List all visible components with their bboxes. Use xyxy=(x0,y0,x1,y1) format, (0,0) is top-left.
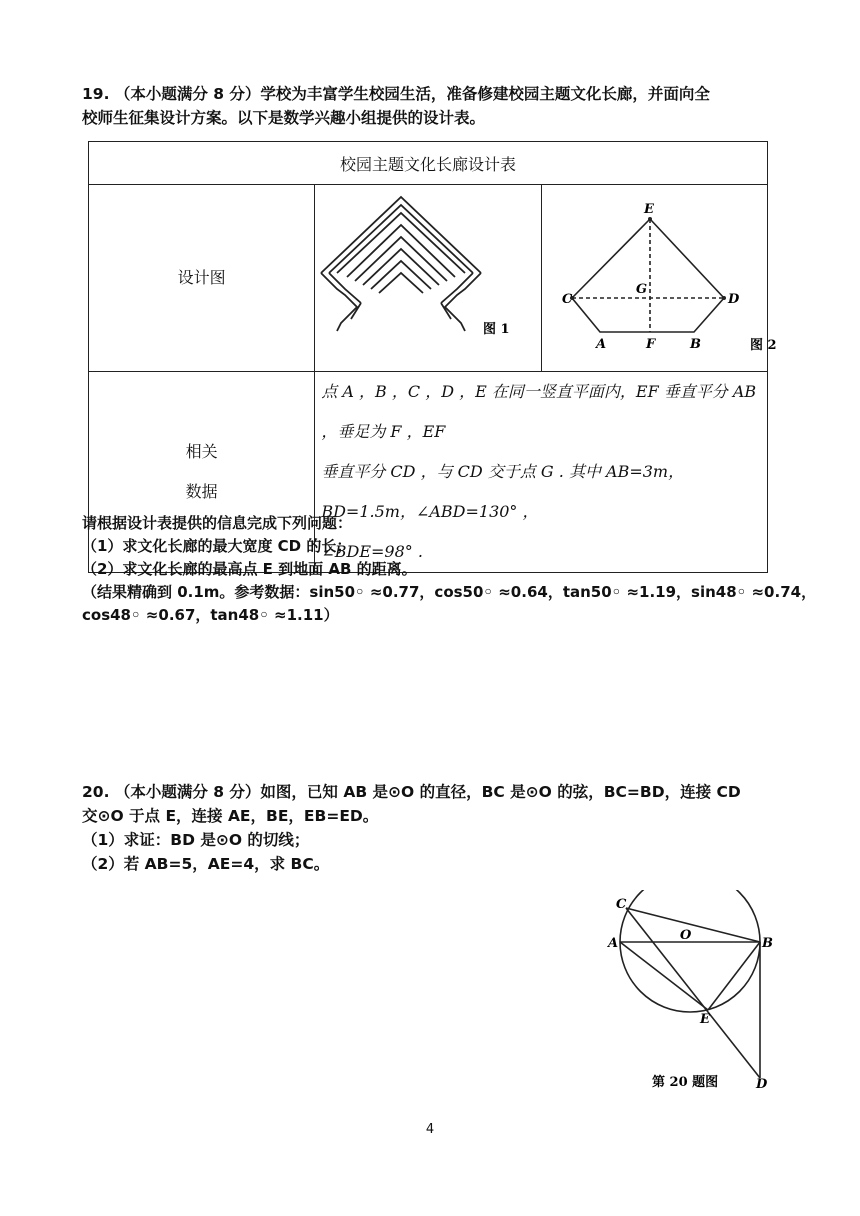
q19-reference-line-2: cos48◦ ≈0.67，tan48◦ ≈1.11） xyxy=(82,606,339,624)
label-c: C xyxy=(561,292,573,307)
figure-2-label: 图 2 xyxy=(749,338,777,353)
corridor-roof-6 xyxy=(363,249,439,285)
corridor-left-base xyxy=(321,273,357,331)
q19-instruction: 请根据设计表提供的信息完成下列问题： xyxy=(82,514,353,532)
q19-part-1: （1）求文化长廊的最大宽度 CD 的长； xyxy=(82,537,352,555)
corridor-roof-7 xyxy=(371,261,431,289)
label-a: A xyxy=(595,337,606,352)
q20-intro-line-2: 交⊙O 于点 E，连接 AE，BE，EB=ED。 xyxy=(82,807,379,825)
q19-intro-line-2: 校师生征集设计方案。以下是数学兴趣小组提供的设计表。 xyxy=(82,109,486,127)
design-row-label: 设计图 xyxy=(89,185,315,372)
segment-cd xyxy=(626,908,760,1078)
corridor-right-base xyxy=(445,273,481,331)
label-e: E xyxy=(643,202,654,217)
question-19-parts xyxy=(82,512,817,627)
label-b: B xyxy=(689,337,701,352)
corridor-roof-3 xyxy=(337,213,465,273)
corridor-left-base-inner xyxy=(329,273,361,303)
design-table-title: 校园主题文化长廊设计表 xyxy=(89,142,768,185)
q19-intro-line-1: 19. （本小题满分 8 分）学校为丰富学生校园生活，准备修建校园主题文化长廊，并面向全 xyxy=(82,85,710,103)
label-a: A xyxy=(608,936,619,951)
label-c: C xyxy=(616,897,627,912)
figure-2-cell xyxy=(541,185,777,372)
q19-reference-line-1: （结果精确到 0.1m。参考数据：sin50◦ ≈0.77，cos50◦ ≈0.64，tan50◦ ≈1.19，sin48◦ ≈0.74， xyxy=(82,583,817,601)
figure-20-caption: 第 20 题图 xyxy=(652,1075,719,1090)
q20-part-2: （2）若 AB=5，AE=4，求 BC。 xyxy=(82,855,330,873)
segment-be xyxy=(708,942,760,1010)
q20-intro-line-1: 20. （本小题满分 8 分）如图，已知 AB 是⊙O 的直径，BC 是⊙O 的弦，BC=BD，连接 CD xyxy=(82,783,741,801)
q20-part-1: （1）求证：BD 是⊙O 的切线； xyxy=(82,831,310,849)
data-line-2: 垂直平分 CD ，与 CD 交于点 G . 其中 AB=3m，BD=1.5m，∠ABD=130° ， xyxy=(321,462,685,521)
data-line-1: 点 A ，B ，C ，D ，E 在同一竖直平面内，EF 垂直平分 AB ，垂足为 F ，EF xyxy=(321,382,757,441)
segment-ae xyxy=(620,942,708,1010)
label-d: D xyxy=(727,292,739,307)
question-20 xyxy=(82,780,782,876)
circle-o xyxy=(620,890,760,1012)
corridor-right-base-inner xyxy=(441,273,473,303)
chord-bc xyxy=(626,908,760,942)
design-table xyxy=(88,141,777,573)
pentagon-outline xyxy=(572,219,724,332)
question-19-intro xyxy=(82,82,782,130)
figure-1-label: 图 1 xyxy=(483,322,510,337)
label-o: O xyxy=(680,928,692,943)
figure-2-pentagon-diagram xyxy=(542,185,858,371)
label-b: B xyxy=(762,936,773,951)
q19-part-2: （2）求文化长廊的最高点 E 到地面 AB 的距离。 xyxy=(82,560,417,578)
corridor-roof-2 xyxy=(329,205,473,273)
figure-20-circle-diagram xyxy=(600,890,780,1090)
label-g: G xyxy=(635,282,647,297)
data-line-3: ∠BDE=98° . xyxy=(321,542,423,561)
label-e: E xyxy=(700,1012,710,1027)
page-number: 4 xyxy=(425,1122,435,1137)
related-data-label-line-1: 相关 xyxy=(185,442,218,461)
label-d: D xyxy=(756,1077,768,1090)
point-d-dot xyxy=(722,296,726,300)
related-data-label-line-2: 数据 xyxy=(185,482,218,501)
figure-1-cell xyxy=(315,185,541,372)
label-f: F xyxy=(645,337,655,352)
point-e-dot xyxy=(648,217,652,221)
